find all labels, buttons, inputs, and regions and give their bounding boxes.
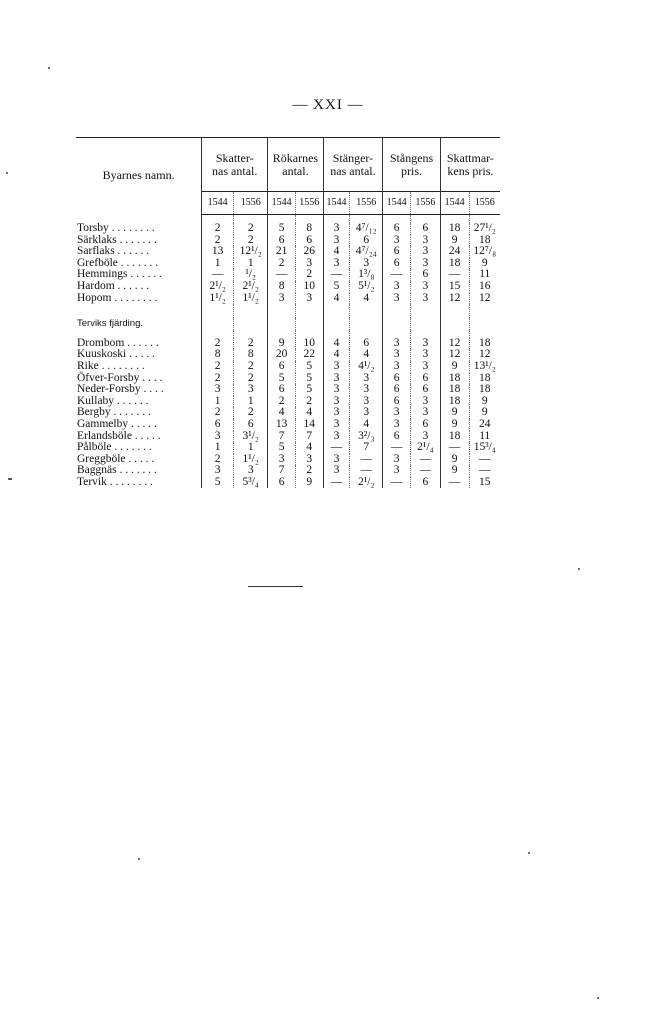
table-cell: 3: [350, 407, 383, 419]
table-cell: 6: [410, 373, 440, 385]
table-cell: 26: [295, 246, 323, 258]
table-cell: 3: [410, 407, 440, 419]
table-cell: 18: [440, 431, 469, 443]
village-name: Neder-Forsby . . . .: [77, 383, 164, 396]
table-cell: 3: [323, 384, 350, 396]
table-cell: 8: [295, 223, 323, 235]
section-title-row: [76, 318, 500, 330]
table-cell: 6: [383, 246, 411, 258]
table-row: [76, 281, 500, 293]
table-cell: 12: [469, 349, 500, 361]
year-header: 1556: [410, 192, 440, 215]
year-header: 1556: [469, 192, 500, 215]
table-cell: 3: [268, 293, 296, 305]
village-name: Drombom . . . . . .: [77, 336, 159, 349]
table-cell: 3²/₃: [350, 431, 383, 443]
table-cell: 2: [202, 361, 234, 373]
table-cell: 12: [440, 338, 469, 350]
table-cell: 14: [295, 419, 323, 431]
table-row: [76, 419, 500, 431]
table-cell: 3: [323, 454, 350, 466]
table-cell: 3: [383, 349, 411, 361]
table-cell: 3: [410, 431, 440, 443]
section-title: Terviks fjärding.: [77, 318, 143, 330]
table-cell: 2: [295, 396, 323, 408]
table-cell: 4: [323, 246, 350, 258]
table-cell: 1: [234, 442, 268, 454]
table-cell: 6: [268, 477, 296, 489]
table-cell: 3: [323, 396, 350, 408]
table-cell: 3: [383, 419, 411, 431]
table-cell: 6: [383, 223, 411, 235]
table-cell: 5: [268, 442, 296, 454]
village-name: Baggnäs . . . . . . .: [77, 464, 157, 477]
table-cell: 4⁷/₂₄: [350, 246, 383, 258]
table-cell: 4: [323, 293, 350, 305]
table-cell: 2: [202, 338, 234, 350]
table-cell: 6: [268, 235, 296, 247]
table-cell: 6: [410, 384, 440, 396]
table-cell: 2: [234, 373, 268, 385]
table-cell: 2: [202, 223, 234, 235]
table-cell: 18: [469, 235, 500, 247]
group-header-text: Skattmar- kens pris.: [446, 150, 494, 178]
table-cell: 18: [440, 384, 469, 396]
table-cell: 6: [202, 419, 234, 431]
table-cell: 6: [383, 258, 411, 270]
table-cell: 2: [295, 269, 323, 281]
table-cell: 15³/₄: [469, 442, 500, 454]
table-cell: 9: [268, 338, 296, 350]
table-cell: 4: [323, 338, 350, 350]
table-cell: 3: [410, 246, 440, 258]
table-cell: —: [469, 454, 500, 466]
table-cell: 3: [295, 258, 323, 270]
table-cell: 6: [383, 396, 411, 408]
table-cell: 22: [295, 349, 323, 361]
year-header: 1544: [202, 192, 234, 215]
table-cell: —: [440, 269, 469, 281]
table-cell: —: [440, 477, 469, 489]
table-cell: 4: [268, 407, 296, 419]
group-header-text: Stångens pris.: [389, 150, 434, 178]
table-cell: 4: [295, 407, 323, 419]
table-cell: 4: [350, 419, 383, 431]
table-cell: 1¹/₂: [234, 293, 268, 305]
table-cell: 6: [410, 269, 440, 281]
table-cell: 2¹/₂: [350, 477, 383, 489]
table-cell: 3: [323, 223, 350, 235]
table-cell: 12: [440, 293, 469, 305]
table-cell: 3: [323, 235, 350, 247]
table-cell: 9: [440, 465, 469, 477]
table-cell: —: [440, 442, 469, 454]
table-cell: 27¹/₂: [469, 223, 500, 235]
table-cell: 24: [440, 246, 469, 258]
table-cell: 12⁷/₈: [469, 246, 500, 258]
table-cell: 4⁷/₁₂: [350, 223, 383, 235]
table-cell: 5: [295, 373, 323, 385]
table-cell: —: [410, 465, 440, 477]
speck: [578, 568, 580, 570]
table-cell: 3: [383, 281, 411, 293]
table-cell: 7: [350, 442, 383, 454]
table-cell: —: [410, 454, 440, 466]
speck: [138, 858, 140, 860]
village-name: Grefböle . . . . . . .: [77, 256, 159, 269]
table-cell: 10: [295, 281, 323, 293]
group-header-text: Rökarnes antal.: [272, 150, 319, 178]
table-cell: —: [323, 477, 350, 489]
table-cell: —: [202, 269, 234, 281]
table-cell: 3: [383, 407, 411, 419]
year-header: 1544: [268, 192, 296, 215]
table-cell: 3: [202, 465, 234, 477]
table-cell: 2: [234, 338, 268, 350]
table-cell: 15: [469, 477, 500, 489]
table-cell: 11: [469, 431, 500, 443]
table-cell: 1¹/₂: [202, 293, 234, 305]
table-cell: 2: [268, 258, 296, 270]
spacer-row: [76, 304, 500, 318]
table-cell: 2¹/₂: [202, 281, 234, 293]
table-cell: 6: [410, 477, 440, 489]
village-name: Greggböle . . . . .: [77, 452, 155, 465]
village-name: Öfver-Forsby . . . .: [77, 371, 163, 384]
table-cell: 2: [202, 454, 234, 466]
year-header: 1544: [440, 192, 469, 215]
table-cell: 6: [268, 361, 296, 373]
table-cell: 1: [202, 258, 234, 270]
table-cell: 24: [469, 419, 500, 431]
table-cell: 13: [202, 246, 234, 258]
table-cell: 20: [268, 349, 296, 361]
table-cell: 1: [234, 396, 268, 408]
table-cell: 6: [295, 235, 323, 247]
table-cell: 1: [202, 442, 234, 454]
table-cell: 3: [350, 396, 383, 408]
table-cell: 3: [323, 258, 350, 270]
year-header: 1556: [350, 192, 383, 215]
village-name: Erlandsböle . . . . .: [77, 429, 161, 442]
table-cell: 4: [350, 349, 383, 361]
village-name: Särklaks . . . . . . .: [77, 233, 157, 246]
table-cell: —: [323, 269, 350, 281]
table-cell: 13: [268, 419, 296, 431]
table-cell: —: [383, 477, 411, 489]
year-header: 1556: [234, 192, 268, 215]
table-cell: 2: [202, 373, 234, 385]
table-cell: 5: [202, 477, 234, 489]
speck: [528, 852, 530, 854]
table-cell: 3: [383, 338, 411, 350]
table-cell: 2: [234, 407, 268, 419]
table-cell: 9: [295, 477, 323, 489]
table-cell: 2: [234, 361, 268, 373]
table-cell: 18: [440, 373, 469, 385]
table-cell: 2: [295, 465, 323, 477]
table-cell: 3: [350, 373, 383, 385]
village-name: Gammelby . . . . .: [77, 417, 157, 430]
table-row: [76, 293, 500, 305]
table-cell: 3: [410, 338, 440, 350]
table-cell: 6: [234, 419, 268, 431]
table-cell: 1¹/₂: [234, 454, 268, 466]
table-cell: 6: [350, 338, 383, 350]
table-cell: 11: [469, 269, 500, 281]
village-name: Hemmings . . . . . .: [77, 268, 162, 281]
table-row: [76, 384, 500, 396]
table-cell: 5: [295, 384, 323, 396]
table-cell: 2: [202, 407, 234, 419]
table-cell: 3¹/₂: [234, 431, 268, 443]
table-cell: ¹/₂: [234, 269, 268, 281]
table-cell: 12: [440, 349, 469, 361]
table-cell: —: [350, 465, 383, 477]
table-cell: 4: [350, 293, 383, 305]
table-cell: 3: [234, 384, 268, 396]
table-cell: 8: [234, 349, 268, 361]
table-cell: 7: [268, 465, 296, 477]
table-cell: 5: [268, 373, 296, 385]
table-cell: 15: [440, 281, 469, 293]
table-cell: 2: [234, 235, 268, 247]
speck: [6, 172, 8, 174]
table-cell: 5: [268, 223, 296, 235]
table-cell: 18: [469, 338, 500, 350]
table-cell: —: [383, 269, 411, 281]
village-name: Hardom . . . . . .: [77, 279, 150, 292]
table-cell: 9: [440, 361, 469, 373]
table-cell: 3: [410, 396, 440, 408]
table-cell: 6: [383, 431, 411, 443]
table-cell: 3: [350, 258, 383, 270]
village-name: Kullaby . . . . . .: [77, 394, 149, 407]
table-cell: 3: [383, 465, 411, 477]
header-row: [76, 138, 500, 192]
table-cell: 3: [295, 293, 323, 305]
village-name: Torsby . . . . . . . .: [77, 222, 155, 234]
table-cell: 1: [202, 396, 234, 408]
page-number: — XXI —: [292, 97, 364, 113]
table-cell: 3: [323, 361, 350, 373]
speck: [597, 997, 599, 999]
table-cell: 9: [440, 419, 469, 431]
table-cell: 6: [410, 419, 440, 431]
village-table: [76, 137, 500, 488]
table-cell: 3: [202, 431, 234, 443]
table-cell: 5: [323, 281, 350, 293]
table-cell: 3: [383, 361, 411, 373]
table-cell: 7: [268, 431, 296, 443]
speck: [8, 478, 12, 480]
table-cell: 1³/₈: [350, 269, 383, 281]
table-cell: 3: [410, 281, 440, 293]
table-cell: 6: [383, 384, 411, 396]
year-header: 1544: [383, 192, 411, 215]
table-row: [76, 477, 500, 489]
table-cell: 5³/₄: [234, 477, 268, 489]
table-cell: 9: [469, 258, 500, 270]
table-cell: 8: [268, 281, 296, 293]
name-column-header: Byarnes namn.: [76, 138, 202, 215]
table-cell: 18: [440, 258, 469, 270]
table-cell: 4¹/₂: [350, 361, 383, 373]
table-cell: 7: [295, 431, 323, 443]
table-cell: 2: [234, 223, 268, 235]
table-cell: 3: [202, 384, 234, 396]
table-cell: 3: [323, 465, 350, 477]
table-cell: 3: [323, 419, 350, 431]
table-cell: 9: [469, 396, 500, 408]
group-header-text: Stänger- nas antal.: [330, 150, 376, 178]
table-cell: 18: [469, 373, 500, 385]
table-row: [76, 442, 500, 454]
group-header-text: Skatter- nas antal.: [212, 150, 258, 178]
table-cell: 3: [410, 258, 440, 270]
table-cell: 2: [268, 396, 296, 408]
footer-rule: [248, 586, 303, 587]
table-cell: 3: [295, 454, 323, 466]
table-cell: 6: [410, 223, 440, 235]
table-cell: 8: [202, 349, 234, 361]
year-header: 1556: [295, 192, 323, 215]
table-cell: 9: [440, 235, 469, 247]
village-name: Bergby . . . . . . .: [77, 406, 151, 419]
table-cell: 3: [410, 235, 440, 247]
table-cell: 10: [295, 338, 323, 350]
table-cell: 12: [469, 293, 500, 305]
group-header: [383, 138, 441, 192]
table-cell: 3: [323, 373, 350, 385]
table-cell: 2: [202, 235, 234, 247]
table-row: [76, 361, 500, 373]
table-cell: 2¹/₂: [234, 281, 268, 293]
table-row: [76, 223, 500, 235]
group-header: [202, 138, 268, 192]
table-cell: —: [350, 454, 383, 466]
table-cell: 3: [234, 465, 268, 477]
table-cell: 4: [295, 442, 323, 454]
table-cell: —: [268, 269, 296, 281]
year-header: 1544: [323, 192, 350, 215]
table-cell: 3: [323, 407, 350, 419]
table-cell: —: [469, 465, 500, 477]
table-cell: 6: [268, 384, 296, 396]
table-cell: 12¹/₂: [234, 246, 268, 258]
village-name: Sarflaks . . . . . .: [77, 245, 150, 258]
group-header: [323, 138, 383, 192]
table-cell: 5¹/₂: [350, 281, 383, 293]
table-cell: 18: [440, 223, 469, 235]
table-cell: 1: [234, 258, 268, 270]
table-cell: 18: [440, 396, 469, 408]
table-cell: 9: [440, 407, 469, 419]
table-cell: 9: [469, 407, 500, 419]
village-name: Pålböle . . . . . . .: [77, 441, 152, 454]
village-name: Kuuskoski . . . . .: [77, 348, 155, 361]
table-cell: —: [323, 442, 350, 454]
speck: [48, 67, 50, 69]
village-name: Hopom . . . . . . . .: [77, 291, 158, 304]
table-cell: 9: [440, 454, 469, 466]
table-cell: 3: [383, 454, 411, 466]
village-name: Tervik . . . . . . . .: [77, 475, 153, 488]
table-cell: 3: [383, 235, 411, 247]
table-cell: 3: [268, 454, 296, 466]
table-body: [76, 215, 500, 489]
table-cell: 3: [410, 293, 440, 305]
table-cell: 3: [410, 361, 440, 373]
group-header: [440, 138, 500, 192]
table-cell: 3: [350, 384, 383, 396]
table-cell: 3: [323, 431, 350, 443]
table-cell: 18: [469, 384, 500, 396]
table-cell: 6: [350, 235, 383, 247]
table-cell: 2¹/₄: [410, 442, 440, 454]
table-cell: 21: [268, 246, 296, 258]
table-cell: 5: [295, 361, 323, 373]
table-cell: 6: [383, 373, 411, 385]
table-cell: 3: [410, 349, 440, 361]
table-cell: 3: [383, 293, 411, 305]
table-cell: 4: [323, 349, 350, 361]
table-cell: 16: [469, 281, 500, 293]
village-name: Rike . . . . . . . .: [77, 359, 145, 372]
table-cell: —: [383, 442, 411, 454]
table-cell: 13¹/₂: [469, 361, 500, 373]
group-header: [268, 138, 323, 192]
